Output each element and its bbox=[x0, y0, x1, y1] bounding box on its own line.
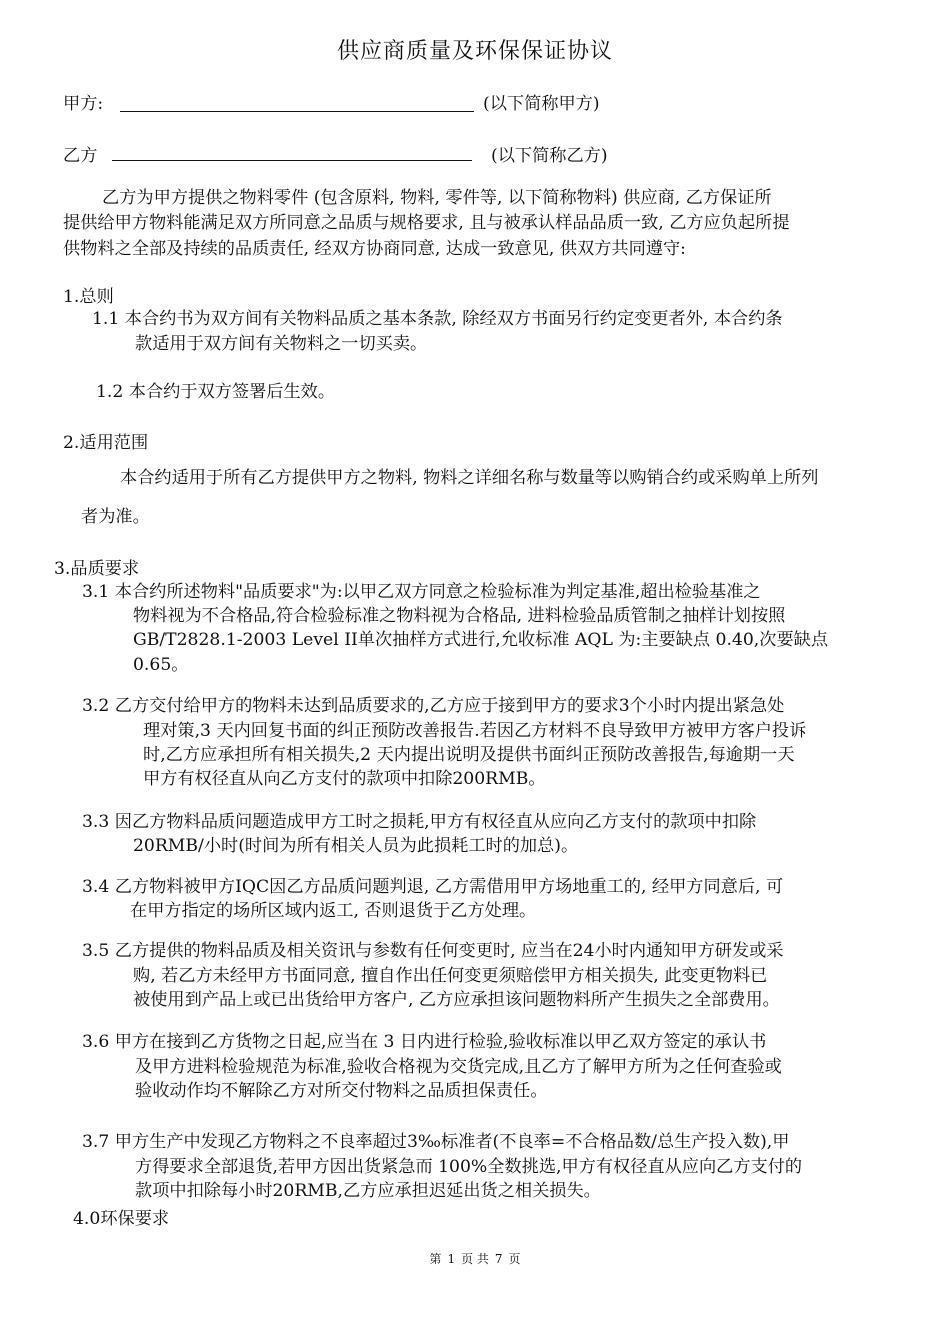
document-title: 供应商质量及环保保证协议 bbox=[336, 39, 613, 64]
party-a-blank-line bbox=[120, 92, 474, 112]
section-3-heading: 3.品质要求 bbox=[54, 559, 140, 579]
party-b-label: 乙方 bbox=[63, 146, 98, 166]
footer-page-number: 1 bbox=[447, 1252, 456, 1266]
clause-3-5-line: 3.5 乙方提供的物料品质及相关资讯与参数有任何变更时, 应当在24小时内通知甲方研发或采 bbox=[82, 941, 784, 961]
clause-3-2-line: 时,乙方应承担所有相关损失,2 天内提出说明及提供书面纠正预防改善报告,每逾期一天 bbox=[143, 745, 795, 765]
clause-3-7-line: 方得要求全部退货,若甲方因出货紧急而 100%全数挑选,甲方有权径直从应向乙方支付的 bbox=[135, 1157, 803, 1177]
clause-3-7-line: 款项中扣除每小时20RMB,乙方应承担迟延出货之相关损失。 bbox=[135, 1181, 601, 1201]
clause-1-2: 1.2 本合约于双方签署后生效。 bbox=[96, 382, 336, 402]
clause-3-5-line: 购, 若乙方未经甲方书面同意, 擅自作出任何变更须赔偿甲方相关损失, 此变更物料已 bbox=[133, 966, 768, 986]
footer-mid: 页 共 bbox=[461, 1252, 489, 1266]
intro-line: 提供给甲方物料能满足双方所同意之品质与规格要求, 且与被承认样品品质一致, 乙方应负起所提 bbox=[63, 213, 790, 233]
clause-3-4-line: 3.4 乙方物料被甲方IQC因乙方品质问题判退, 乙方需借用甲方场地重工的, 经甲方同意后, 可 bbox=[82, 877, 784, 897]
clause-3-1-line: 物料视为不合格品,符合检验标准之物料视为合格品, 进料检验品质管制之抽样计划按照 bbox=[133, 606, 786, 626]
section-4-heading: 4.0环保要求 bbox=[73, 1209, 170, 1229]
page-footer bbox=[0, 1250, 950, 1267]
section-2-heading: 2.适用范围 bbox=[63, 433, 149, 453]
clause-1-1-line: 1.1 本合约书为双方间有关物料品质之基本条款, 除经双方书面另行约定变更者外, 本合约条 bbox=[92, 309, 783, 329]
clause-3-3-line: 3.3 因乙方物料品质问题造成甲方工时之损耗,甲方有权径直从应向乙方支付的款项中扣除 bbox=[82, 812, 757, 832]
footer-suffix: 页 bbox=[508, 1252, 521, 1266]
clause-3-2-line: 理对策,3 天内回复书面的纠正预防改善报告.若因乙方材料不良导致甲方被甲方客户投诉 bbox=[143, 721, 807, 741]
clause-3-6-line: 及甲方进料检验规范为标准,验收合格视为交货完成,且乙方了解甲方所为之任何查验或 bbox=[135, 1057, 782, 1077]
clause-3-4-line: 在甲方指定的场所区域内返工, 否则退货于乙方处理。 bbox=[130, 901, 537, 921]
clause-1-1-line: 款适用于双方间有关物料之一切买卖。 bbox=[135, 334, 428, 354]
party-a-note: (以下简称甲方) bbox=[483, 94, 600, 114]
clause-3-2-line: 甲方有权径直从向乙方支付的款项中扣除200RMB。 bbox=[143, 769, 546, 789]
section-1-heading: 1.总则 bbox=[63, 287, 114, 307]
section-2-line: 本合约适用于所有乙方提供甲方之物料, 物料之详细名称与数量等以购销合约或采购单上所列 bbox=[120, 468, 819, 488]
party-b-note: (以下简称乙方) bbox=[491, 146, 608, 166]
clause-3-6-line: 3.6 甲方在接到乙方货物之日起,应当在 3 日内进行检验,验收标准以甲乙双方签定的承认书 bbox=[82, 1032, 767, 1052]
clause-3-1-line: 3.1 本合约所述物料"品质要求"为:以甲乙双方同意之检验标准为判定基准,超出检验基准之 bbox=[82, 582, 761, 602]
party-b-blank-line bbox=[112, 141, 472, 161]
clause-3-2-line: 3.2 乙方交付给甲方的物料未达到品质要求的,乙方应于接到甲方的要求3个小时内提出紧急处 bbox=[82, 696, 785, 716]
intro-line: 供物料之全部及持续的品质责任, 经双方协商同意, 达成一致意见, 供双方共同遵守: bbox=[63, 239, 686, 259]
footer-total-pages: 7 bbox=[494, 1252, 503, 1266]
clause-3-7-line: 3.7 甲方生产中发现乙方物料之不良率超过3‰标准者(不良率=不合格品数/总生产投入数),甲 bbox=[82, 1132, 790, 1152]
clause-3-3-line: 20RMB/小时(时间为所有相关人员为此损耗工时的加总)。 bbox=[133, 836, 579, 856]
party-a-label: 甲方: bbox=[63, 94, 104, 114]
intro-line: 乙方为甲方提供之物料零件 (包含原料, 物料, 零件等, 以下简称物料) 供应商, 乙方保证所 bbox=[102, 188, 772, 208]
section-2-line: 者为准。 bbox=[81, 507, 150, 527]
clause-3-5-line: 被使用到产品上或已出货给甲方客户, 乙方应承担该问题物料所产生损失之全部费用。 bbox=[133, 990, 780, 1010]
clause-3-1-line: GB/T2828.1-2003 Level II单次抽样方式进行,允收标准 AQL 为:主要缺点 0.40,次要缺点 bbox=[133, 630, 829, 650]
clause-3-6-line: 验收动作均不解除乙方对所交付物料之品质担保责任。 bbox=[135, 1081, 548, 1101]
clause-3-1-line: 0.65。 bbox=[133, 655, 189, 675]
footer-prefix: 第 bbox=[429, 1252, 442, 1266]
